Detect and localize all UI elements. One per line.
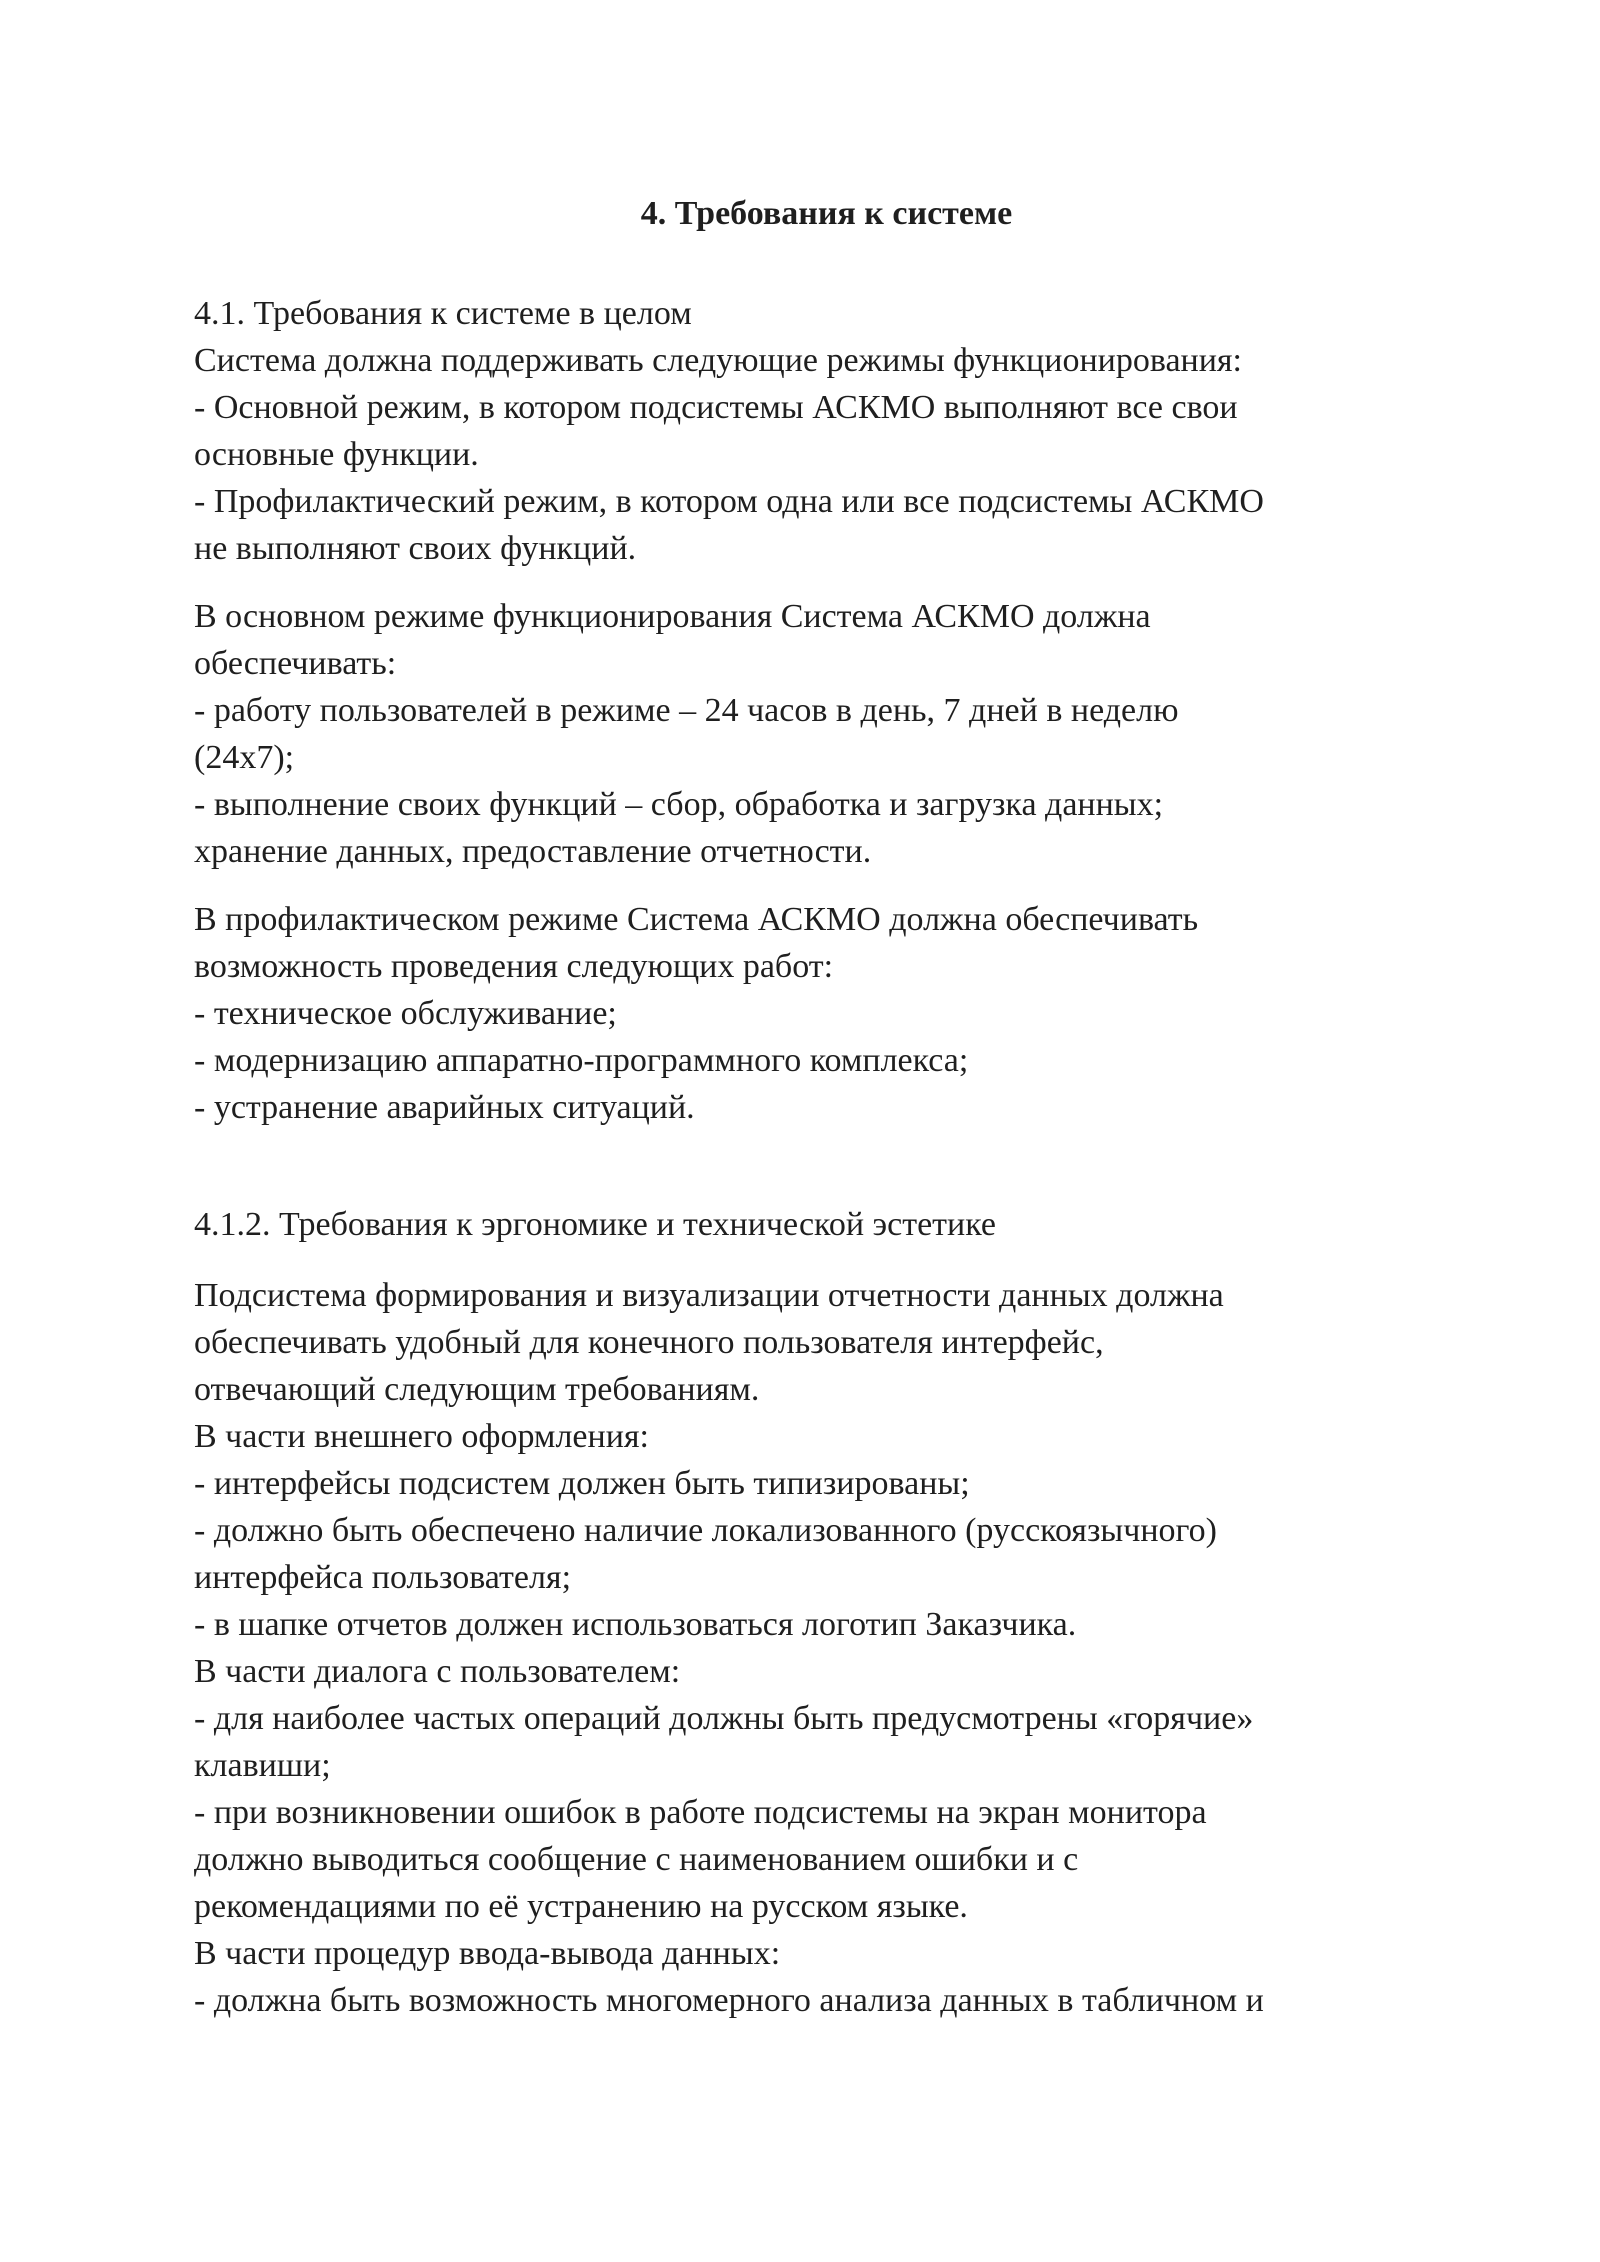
subsection-heading: 4.1.2. Требования к эргономике и технической эстетике: [194, 1206, 996, 1243]
text-line: - модернизацию аппаратно-программного комплекса;: [194, 1042, 969, 1079]
text-line: - Основной режим, в котором подсистемы АСКМО выполняют все свои: [194, 389, 1238, 426]
text-line: интерфейса пользователя;: [194, 1559, 572, 1596]
text-line: В профилактическом режиме Система АСКМО должна обеспечивать: [194, 901, 1199, 938]
paragraph-spacer: [194, 572, 1424, 593]
section-general-requirements: [194, 290, 1424, 572]
text-line: обеспечивать:: [194, 645, 397, 682]
text-line: основные функции.: [194, 436, 479, 473]
text-line: В части диалога с пользователем:: [194, 1653, 681, 1690]
document-title: 4. Требования к системе: [640, 195, 1013, 232]
text-line: - должна быть возможность многомерного анализа данных в табличном и: [194, 1982, 1264, 2019]
text-line: - Профилактический режим, в котором одна или все подсистемы АСКМО: [194, 483, 1264, 520]
text-line: - интерфейсы подсистем должен быть типизированы;: [194, 1465, 970, 1502]
text-line: рекомендациями по её устранению на русском языке.: [194, 1888, 968, 1925]
text-line: Подсистема формирования и визуализации отчетности данных должна: [194, 1277, 1224, 1314]
text-line: В части внешнего оформления:: [194, 1418, 649, 1455]
text-line: В части процедур ввода-вывода данных:: [194, 1935, 781, 1972]
text-line: 4.1. Требования к системе в целом: [194, 295, 692, 332]
text-line: - при возникновении ошибок в работе подсистемы на экран монитора: [194, 1794, 1207, 1831]
section-ergonomics-heading: [194, 1201, 1424, 1248]
text-line: не выполняют своих функций.: [194, 530, 637, 567]
document-body: [194, 190, 1424, 2024]
text-line: В основном режиме функционирования Система АСКМО должна: [194, 598, 1151, 635]
text-line: отвечающий следующим требованиям.: [194, 1371, 760, 1408]
text-line: - для наиболее частых операций должны быть предусмотрены «горячие»: [194, 1700, 1254, 1737]
section-maintenance-mode: [194, 896, 1424, 1131]
text-line: - техническое обслуживание;: [194, 995, 617, 1032]
text-line: обеспечивать удобный для конечного пользователя интерфейс,: [194, 1324, 1104, 1361]
text-line: хранение данных, предоставление отчетности.: [194, 833, 872, 870]
text-line: (24x7);: [194, 739, 295, 776]
text-line: - в шапке отчетов должен использоваться логотип Заказчика.: [194, 1606, 1077, 1643]
paragraph-spacer: [194, 1248, 1424, 1272]
section-main-mode: [194, 593, 1424, 875]
text-line: - работу пользователей в режиме – 24 часов в день, 7 дней в неделю: [194, 692, 1179, 729]
text-line: должно выводиться сообщение с наименованием ошибки и с: [194, 1841, 1079, 1878]
text-line: клавиши;: [194, 1747, 331, 1784]
paragraph-spacer: [194, 1131, 1424, 1201]
text-line: - выполнение своих функций – сбор, обработка и загрузка данных;: [194, 786, 1164, 823]
text-line: - устранение аварийных ситуаций.: [194, 1089, 695, 1126]
text-line: Система должна поддерживать следующие режимы функционирования:: [194, 342, 1243, 379]
text-line: - должно быть обеспечено наличие локализованного (русскоязычного): [194, 1512, 1217, 1549]
section-ergonomics-body: [194, 1272, 1424, 2024]
paragraph-spacer: [194, 875, 1424, 896]
text-line: возможность проведения следующих работ:: [194, 948, 834, 985]
